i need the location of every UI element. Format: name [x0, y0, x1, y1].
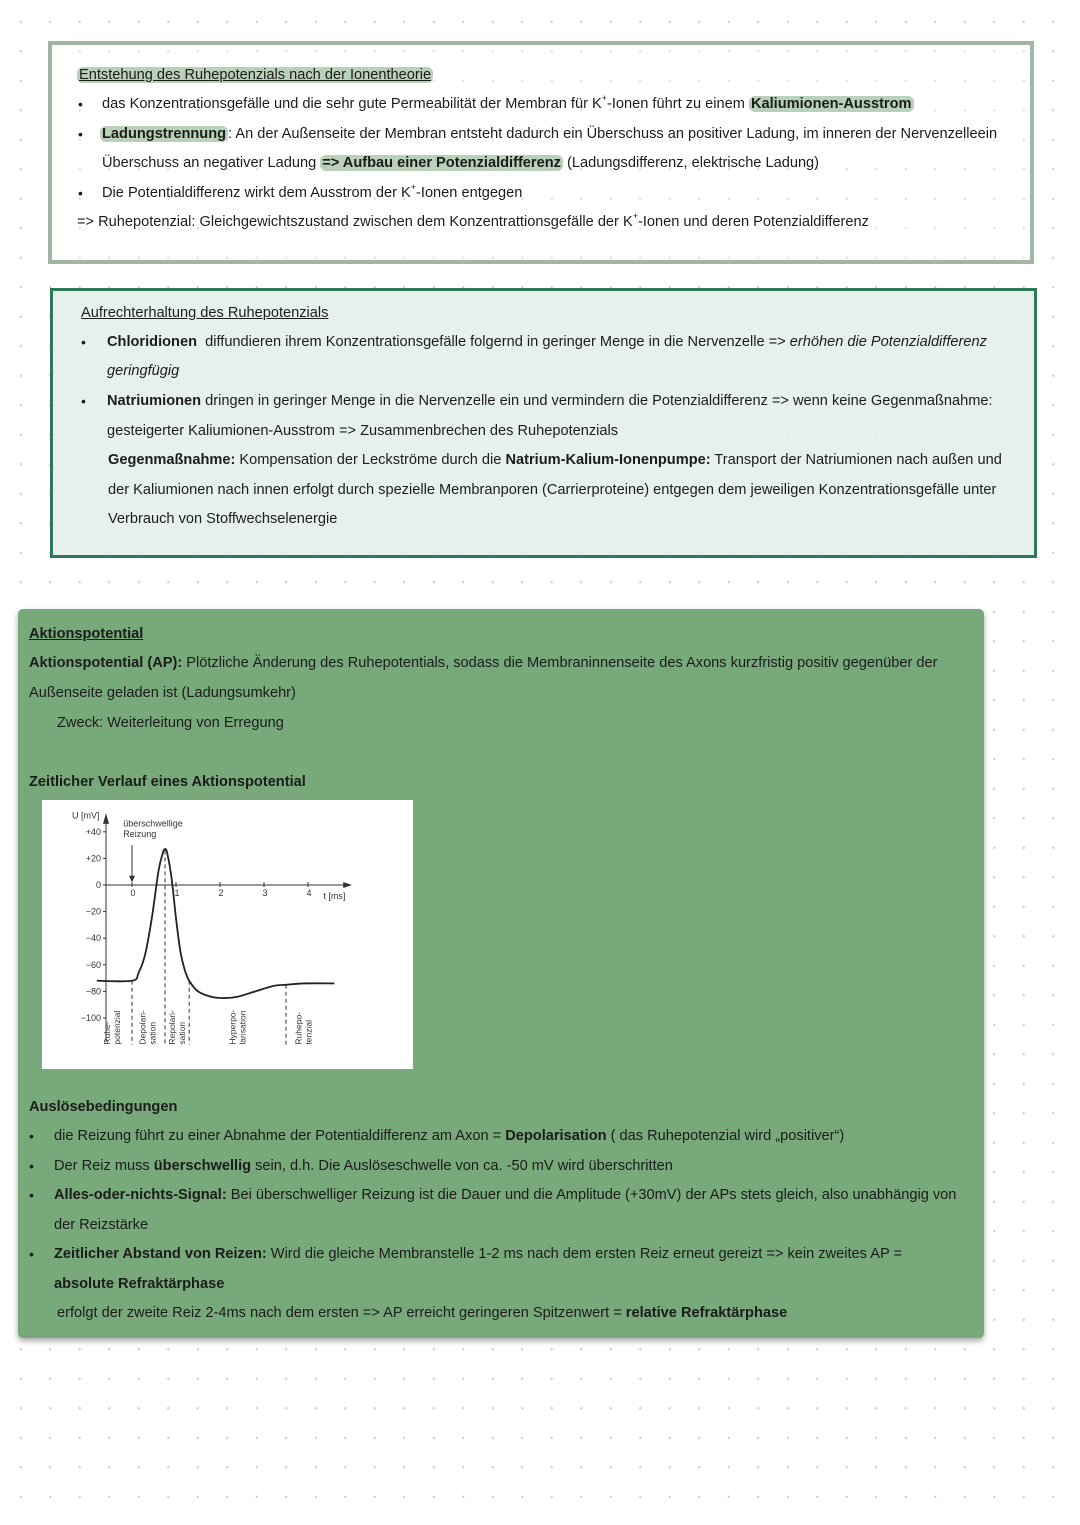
- text: dringen in geringer Menge in die Nervenzelle ein und vermindern die Potenzialdifferenz => wenn keine Gegenmaßnahme:: [201, 393, 993, 409]
- superscript: +: [632, 211, 638, 221]
- highlight-term: => Aufbau einer Potenzialdifferenz: [322, 155, 561, 171]
- chart-svg: [42, 800, 413, 1069]
- y-tick-label: +20: [85, 853, 101, 864]
- section2-title: Aufrechterhaltung des Ruhepotenzials: [81, 305, 329, 321]
- x-tick-label: 0: [130, 888, 136, 898]
- text: Der Reiz muss: [54, 1158, 154, 1174]
- section1-bullet1: [102, 95, 914, 113]
- section2-countermeasure-line2: der Kaliumionen nach innen erfolgt durch spezielle Membranporen (Carrierproteine) entgegen dem jeweiligen Konzentrationsgefälle unter: [108, 482, 997, 498]
- y-tick-label: −100: [80, 1013, 101, 1023]
- chart-phase-lines: [102, 850, 313, 1044]
- y-tick-label: −20: [85, 906, 101, 917]
- bullet-icon: •: [81, 393, 86, 409]
- text: -Ionen und deren Potenzialdifferenz: [637, 214, 869, 230]
- section1-conclusion: [77, 213, 869, 231]
- text: (Ladungsdifferenz, elektrische Ladung): [562, 155, 820, 171]
- x-tick-label: 3: [262, 888, 268, 898]
- section1-bullet2: [100, 125, 997, 143]
- trigger-4-line3: [57, 1304, 787, 1322]
- text: sein, d.h. Die Auslöseschwelle von ca. -50 mV wird überschritten: [251, 1158, 673, 1174]
- phase-label-line1: Hyperpo-: [227, 1009, 238, 1045]
- trigger-1: [54, 1127, 844, 1145]
- action-potential-chart: [42, 800, 413, 1069]
- x-tick-label: 4: [306, 888, 312, 898]
- text: => Ruhepotenzial: Gleichgewichtszustand zwischen dem Konzentrattionsgefälle der K: [77, 214, 633, 230]
- text: Transport der Natriumionen nach außen und: [710, 452, 1002, 468]
- highlight-term: Kaliumionen-Ausstrom: [750, 96, 912, 112]
- trigger-3: [54, 1186, 956, 1204]
- text: Die Potentialdifferenz wirkt dem Ausstrom der K: [102, 185, 411, 201]
- annotation-label-line1: überschwellige: [123, 818, 183, 829]
- section2-bullet1: [107, 333, 987, 351]
- trigger-4: [54, 1245, 902, 1263]
- section2-countermeasure-line3: Verbrauch von Stoffwechselenergie: [108, 511, 338, 527]
- phase-label: [167, 1010, 187, 1045]
- text: erfolgt der zweite Reiz 2-4ms nach dem ersten => AP erreicht geringeren Spitzenwert =: [57, 1305, 626, 1321]
- section1-bullet3: [102, 184, 522, 202]
- trigger-2: [54, 1157, 673, 1175]
- section2-countermeasure: [108, 451, 1002, 469]
- annotation-arrow-head: [129, 876, 135, 883]
- bold-term: Natriumionen: [107, 393, 202, 409]
- phase-label-line1: Ruhe-: [102, 1021, 113, 1045]
- trigger-4-line2: absolute Refraktärphase: [54, 1276, 225, 1292]
- text: -Ionen entgegen: [416, 185, 523, 201]
- bullet-icon: •: [29, 1128, 34, 1144]
- bold-term: relative Refraktärphase: [625, 1305, 788, 1321]
- ap-purpose: Zweck: Weiterleitung von Erregung: [57, 715, 284, 731]
- italic-text: geringfügig: [107, 363, 180, 379]
- chart-heading: Zeitlicher Verlauf eines Aktionspotential: [29, 774, 306, 790]
- bold-term: Chloridionen: [107, 334, 197, 350]
- bullet-icon: •: [81, 334, 86, 350]
- x-axis-arrow: [343, 882, 352, 888]
- x-tick-label: 2: [218, 888, 224, 898]
- bullet-icon: •: [78, 126, 83, 142]
- phase-label-line2: sation: [176, 1021, 187, 1045]
- text: Bei überschwelliger Reizung ist die Dauer und die Amplitude (+30mV) der APs stets gleich, also unabhängig von: [226, 1187, 957, 1203]
- phase-label-line2: larisation: [237, 1010, 248, 1045]
- phase-label-line2: sation: [147, 1021, 158, 1045]
- y-tick-label: +40: [85, 826, 101, 837]
- phase-label-line1: Depolari-: [137, 1010, 148, 1045]
- bold-term: Zeitlicher Abstand von Reizen:: [54, 1246, 267, 1262]
- annotation-label-line2: Reizung: [123, 829, 157, 840]
- text: das Konzentrationsgefälle und die sehr gute Permeabilität der Membran für K: [102, 96, 602, 112]
- x-tick-label: 1: [174, 888, 180, 898]
- section2-bullet2: [107, 392, 993, 410]
- trigger-3-line2: der Reizstärke: [54, 1217, 149, 1233]
- bullet-icon: •: [29, 1158, 34, 1174]
- triggers-heading: Auslösebedingungen: [29, 1099, 178, 1115]
- phase-label: [102, 1010, 122, 1044]
- section1-bullet2-line2: [102, 154, 819, 172]
- text: Plötzliche Änderung des Ruhepotentials, sodass die Membraninnenseite des Axons kurzfristig positiv gegenüber der: [182, 655, 938, 671]
- section2-bullet1-line2: [107, 362, 179, 380]
- text: die Reizung führt zu einer Abnahme der Potentialdifferenz am Axon =: [54, 1128, 506, 1144]
- section1-title-text: Entstehung des Ruhepotenzials nach der Ionentheorie: [79, 67, 432, 83]
- bullet-icon: •: [78, 96, 83, 112]
- section1-title: [77, 66, 433, 84]
- phase-label: [294, 1012, 314, 1045]
- y-tick-label: −60: [85, 959, 101, 970]
- text: diffundieren ihrem Konzentrationsgefälle folgernd in geringer Menge in die Nervenzelle =>: [197, 334, 790, 350]
- bold-term: Depolarisation: [505, 1128, 607, 1144]
- phase-label-line2: potenzial: [112, 1010, 123, 1045]
- text: ( das Ruhepotenzial wird „positiver“): [606, 1128, 845, 1144]
- bullet-icon: •: [29, 1187, 34, 1203]
- phase-label-line2: tenzial: [303, 1020, 314, 1045]
- bold-term: Gegenmaßnahme:: [108, 452, 236, 468]
- section2-bullet2-line2: gesteigerter Kaliumionen-Ausstrom => Zusammenbrechen des Ruhepotenzials: [107, 423, 619, 439]
- italic-text: erhöhen die Potenzialdifferenz: [789, 334, 987, 350]
- text: -Ionen führt zu einem: [606, 96, 749, 112]
- y-tick-label: −40: [85, 933, 101, 944]
- bold-term: überschwellig: [153, 1158, 252, 1174]
- ap-definition-line2: Außenseite geladen ist (Ladungsumkehr): [29, 685, 296, 701]
- ap-definition: [29, 654, 938, 672]
- text: : An der Außenseite der Membran entsteht dadurch ein Überschuss an positiver Ladung, im inneren der Nervenzelleein: [228, 126, 998, 142]
- phase-label: [228, 1009, 248, 1044]
- superscript: +: [410, 182, 417, 192]
- text: Kompensation der Leckströme durch die: [235, 452, 506, 468]
- x-axis-label: t [ms]: [323, 891, 346, 901]
- text: Wird die gleiche Membranstelle 1-2 ms nach dem ersten Reiz erneut gereizt => kein zweites AP =: [266, 1246, 903, 1262]
- phase-label-line1: Ruhepo-: [293, 1011, 304, 1045]
- bold-term: Natrium-Kalium-Ionenpumpe:: [505, 452, 711, 468]
- y-tick-label: −80: [85, 986, 101, 997]
- bullet-icon: •: [78, 185, 83, 201]
- highlight-term: Ladungstrennung: [102, 126, 227, 142]
- bullet-icon: •: [29, 1246, 34, 1262]
- y-tick-label: 0: [95, 880, 101, 890]
- phase-label-line1: Repolari-: [166, 1010, 177, 1045]
- text: Überschuss an negativer Ladung: [102, 155, 321, 171]
- bold-term: Alles-oder-nichts-Signal:: [54, 1187, 227, 1203]
- phase-label: [137, 1010, 157, 1045]
- y-axis-label: U [mV]: [72, 810, 100, 821]
- section3-title: Aktionspotential: [29, 626, 144, 642]
- y-axis-arrow: [103, 813, 109, 824]
- superscript: +: [601, 93, 607, 103]
- bold-term: Aktionspotential (AP):: [29, 655, 183, 671]
